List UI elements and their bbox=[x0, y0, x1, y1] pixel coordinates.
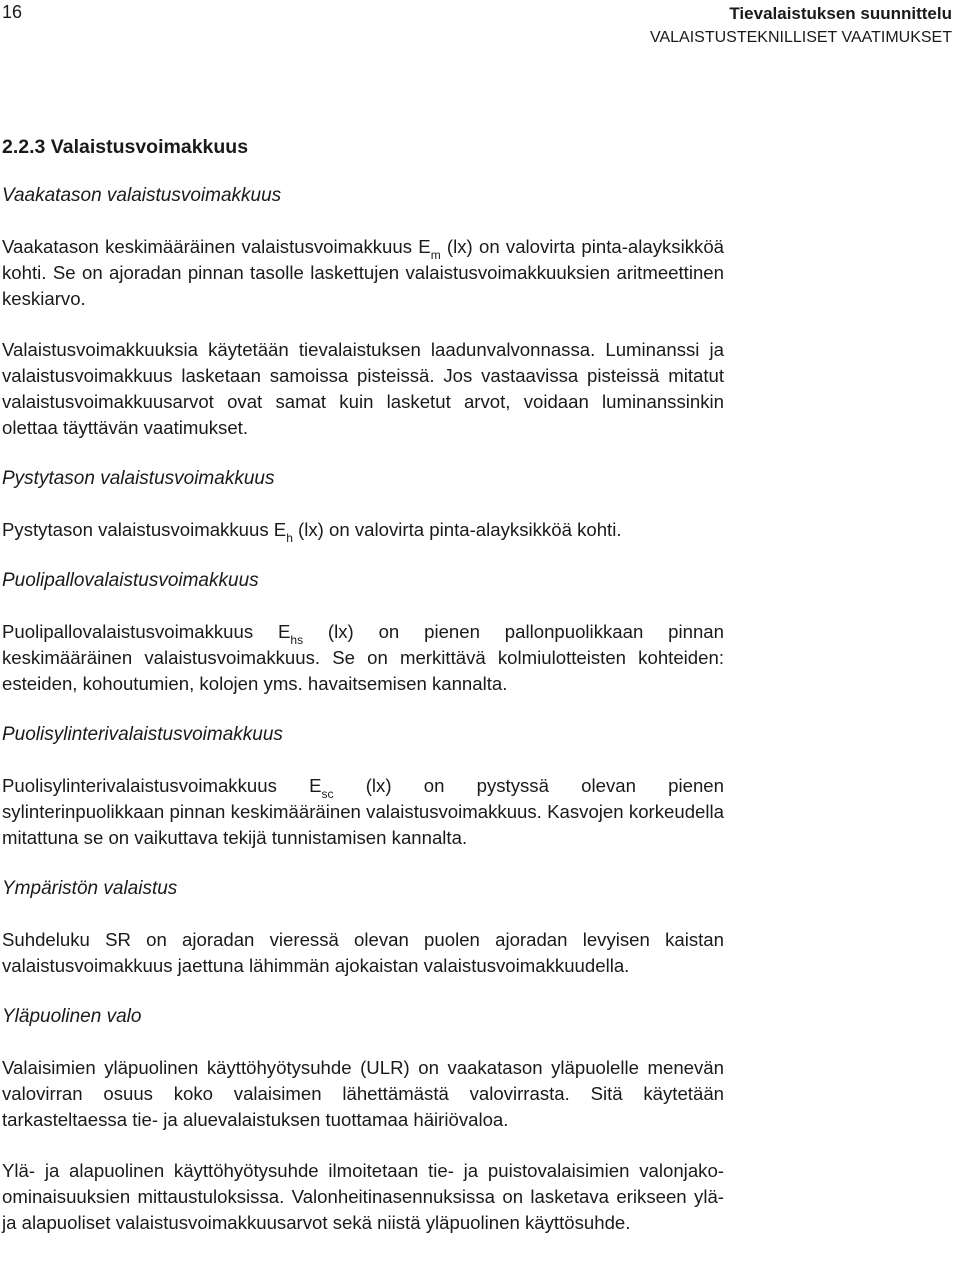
paragraph-vaakataso-definition bbox=[2, 234, 724, 312]
section-heading: 2.2.3 Valaistusvoimakkuus bbox=[2, 136, 249, 158]
paragraph-pystytaso bbox=[2, 517, 724, 543]
subscript: h bbox=[286, 531, 293, 545]
running-header bbox=[650, 2, 952, 50]
text: (lx) on pienen pallonpuolikkaan pinnan keskimääräinen valaistusvoimakkuus. Se on merkittävä kolmiulotteisten kohteiden: esteiden, kohoutumien, kolojen yms. havaitsemisen kannalta. bbox=[2, 621, 724, 694]
subheading-ymparisto: Ympäristön valaistus bbox=[2, 878, 178, 899]
text: Pystytason valaistusvoimakkuus E bbox=[2, 519, 287, 540]
paragraph-ymparisto: Suhdeluku SR on ajoradan vieressä olevan puolen ajoradan levyisen kaistan valaistusvoimakkuus jaettuna lähimmän ajokaistan valaistusvoimakkuudella. bbox=[2, 929, 724, 976]
header-subtitle: VALAISTUSTEKNILLISET VAATIMUKSET bbox=[649, 29, 952, 46]
subheading-puolipallo: Puolipallovalaistusvoimakkuus bbox=[2, 570, 259, 591]
paragraph-ylapuolinen-ulr: Valaisimien yläpuolinen käyttöhyötysuhde (ULR) on vaakatason yläpuolelle menevän valovirran osuus koko valaisimen lähettämästä valovirrasta. Sitä käytetään tarkasteltaessa tie- ja aluevalaistuksen tuottamaa häiriövaloa. bbox=[2, 1057, 724, 1130]
paragraph-puolisylinteri bbox=[2, 773, 724, 851]
subheading-vaakataso: Vaakatason valaistusvoimakkuus bbox=[2, 185, 282, 206]
header-title: Tievalaistuksen suunnittelu bbox=[729, 4, 952, 23]
subheading-pystytaso: Pystytason valaistusvoimakkuus bbox=[2, 468, 275, 489]
text: (lx) on valovirta pinta-alayksikköä kohti. bbox=[292, 519, 622, 540]
subscript: sc bbox=[321, 787, 334, 801]
page-number: 16 bbox=[2, 2, 23, 22]
subheading-puolisylinteri: Puolisylinterivalaistusvoimakkuus bbox=[2, 724, 283, 745]
paragraph-vaakataso-usage: Valaistusvoimakkuuksia käytetään tievalaistuksen laadunvalvonnassa. Luminanssi ja valaistusvoimakkuus lasketaan samoissa pisteissä. Jos vastaavissa pisteissä mitatut valaistusvoimakkuusarvot ovat samat kuin lasketut arvot, voidaan luminanssinkin olettaa täyttävän vaatimukset. bbox=[2, 339, 724, 438]
page-content bbox=[2, 133, 724, 1261]
text: (lx) on valovirta pinta-alayksikköä kohti. Se on ajoradan pinnan tasolle laskettujen valaistusvoimakkuuksien aritmeettinen keskiarvo. bbox=[2, 236, 724, 309]
subscript: m bbox=[430, 248, 441, 262]
text: Puolisylinterivalaistusvoimakkuus E bbox=[2, 775, 322, 796]
paragraph-puolipallo bbox=[2, 619, 724, 697]
subscript: hs bbox=[290, 633, 304, 647]
subheading-ylapuolinen: Yläpuolinen valo bbox=[2, 1006, 142, 1027]
text: Vaakatason keskimääräinen valaistusvoimakkuus E bbox=[2, 236, 431, 257]
text: Puolipallovalaistusvoimakkuus E bbox=[2, 621, 291, 642]
text: (lx) on pystyssä olevan pienen sylinterinpuolikkaan pinnan keskimääräinen valaistusvoimakkuus. Kasvojen korkeudella mitattuna se on vaikuttava tekijä tunnistamisen kannalta. bbox=[2, 775, 724, 848]
paragraph-ylapuolinen-measurement: Ylä- ja alapuolinen käyttöhyötysuhde ilmoitetaan tie- ja puistovalaisimien valonjako-ominaisuuksien mittaustuloksissa. Valonheitinasennuksissa on lasketava erikseen ylä- ja alapuoliset valaistusvoimakkuusarvot sekä niistä yläpuolinen käyttösuhde. bbox=[2, 1160, 724, 1233]
